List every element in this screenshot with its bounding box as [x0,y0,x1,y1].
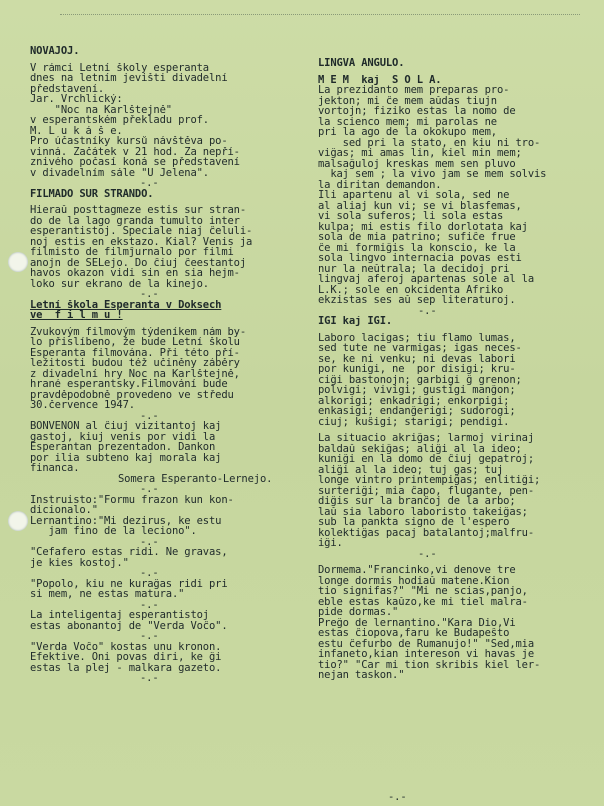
right-column [318,58,596,681]
text-line: Efektive. Oni povas diri, ke ĝi [30,652,222,663]
separator: -.- [140,410,159,421]
text-line: jekton; mi ĉe mem aŭdas tiujn [318,95,497,106]
text-line: Jar. Vrchlický: [30,94,123,105]
top-dotted-line [60,14,580,16]
text-line: kuniĝi en la domo de ĉiuj gepatroj; [318,454,535,465]
letni-body [30,327,314,411]
mem-sola-title: M E M kaj S O L A. [318,74,442,85]
text-line: polvigi; vivigi; gustigi manĝon; [318,385,516,396]
text-line: La prezidanto mem preparas pro- [318,85,510,96]
text-line: hrané esperantsky.Filmování bude [30,379,228,390]
text-line: enkasigi; endanĝerigi; sudorogi; [318,406,516,417]
text-line: estas la plej - malkara gazeto. [30,662,222,673]
separator: -.- [388,792,407,803]
text-line: La inteligentaj esperantistoj [30,610,209,621]
text-line: Esperantan prezentadon. Dankon [30,442,216,453]
text-line: dnes na letním jevišti divadelní [30,73,228,84]
text-line: la diritan demandon. [318,179,442,190]
text-line: ležitosti budou též učiněny záběry [30,358,240,369]
text-line: Hieraŭ posttagmeze estis sur stran- [30,205,247,216]
text-line: znivého počasí koná se představení [30,157,240,168]
text-line: por kunigi, ne por disigi; kru- [318,364,516,375]
instruisto-body [30,495,314,537]
text-line: z divadelní hry Noc na Karlštejně, [30,368,240,379]
text-line: ciuj; kuŝigi; starigi; pendigi. [318,416,510,427]
dormema-body [318,565,596,618]
text-line: ciĝi bastonojn; garbigi ĝ grenon; [318,374,522,385]
text-line: Pro účastníky kursů návštěva po- [30,136,228,147]
text-line: anojn de SELejo. Do ĉiuj ĉeestantoj [30,257,247,268]
text-line: sola lingvo internacia povas esti [318,253,522,264]
letni-title-2: ve f i l m u ! [30,310,123,321]
filmado-title: FILMADO SUR STRANDO. [30,188,154,199]
text-line: ekzistas ses aŭ sep literaturoj. [318,295,516,306]
text-line: Zvukovým filmovým týdeníkem nám by- [30,326,247,337]
text-line: laŭ sia laboro laboristo takeiĝas; [318,506,528,517]
text-line: al aliaj kun vi; se vi blasfemas, [318,200,522,211]
novajoj-title: NOVAĴOJ. [30,46,80,57]
separator: -.- [140,178,159,189]
text-line: sed pri la stato, en kiu ni tro- [318,137,541,148]
text-line: malsaĝuloj kreskas mem sen pluvo [318,158,516,169]
lingva-angulo-title: LINGVA ANGULO. [318,58,405,69]
text-line: pide dormas." [318,607,399,618]
left-column [30,46,314,684]
text-line: iĝi. [318,538,343,549]
filmado-body [30,205,314,289]
text-line: v divadelním sále "U Jelena". [30,167,209,178]
text-line: BONVENON al ĉiuj vizitantoj kaj [30,421,222,432]
igi-body-2 [318,433,596,549]
text-line: noj estis en ekstazo. Kial? Venis ja [30,236,253,247]
separator: -.- [140,673,159,684]
text-line: "Ĉefafero estas ridi. Ne gravas, [30,547,228,558]
text-line: tio signifas?" "Mi ne scias,panjo, [318,586,528,597]
text-line: vi sola suferos; li sola estas [318,211,504,222]
text-line: Laboro lacigas; tiu flamo lumas, [318,332,516,343]
bonvenon-body [30,421,314,484]
signature: Somera Esperanto-Lernejo. [118,473,273,484]
text-line: Lernantino:"Mi dezirus, ke estu [30,515,222,526]
text-line: longe vintro printempiĝas; enlitiĝi; [318,475,541,486]
separator: -.- [140,568,159,579]
separator: -.- [140,631,159,642]
text-line: por ilia subteno kaj morala kaj [30,452,222,463]
text-line: Preĝo de lernantino."Kara Dio,Vi [318,617,516,628]
text-line: L.K.; sole en okcidenta Afriko [318,284,504,295]
letni-title: Letní škola Esperanta v Doksech [30,299,222,310]
punch-hole [8,252,28,272]
text-line: longe dormis hodiaŭ matene.Kion [318,575,510,586]
mem-body [318,85,596,306]
text-line: představení. [30,83,105,94]
text-line: dicionalo." [30,505,98,516]
text-line: Instruisto:"Formu frazon kun kon- [30,494,234,505]
text-line: Ili apartenu al vi sola, sed ne [318,190,510,201]
text-line: infaneto,kian intereson vi havas je [318,649,535,660]
text-line: diĝis sur la branĉoj de la arbo; [318,496,516,507]
text-line: alkorigi; enkadrigi; enkorpigi; [318,395,510,406]
text-line: pri la ago de la okokupo mem, [318,127,497,138]
text-line: sola de mia patrino; sufiĉe frue [318,232,516,243]
text-line: nejan taskon." [318,670,405,681]
separator: -.- [140,536,159,547]
text-line: lingvaj aferoj apartenas sole al la [318,274,535,285]
separator: -.- [140,599,159,610]
text-line: "Noc na Karlštejně" [30,104,172,115]
text-line: havos okazon vidi sin en sia hejm- [30,268,240,279]
text-line: aliĝi al la ideo; tuj gas; tuj [318,464,504,475]
text-line: tio?" "Ĉar mi tion skribis kiel ler- [318,659,541,670]
separator: -.- [140,289,159,300]
text-line: je kies kostoj." [30,557,129,568]
text-line: kulpa; mi estis filo dorlotata kaj [318,221,528,232]
text-line: la scienco mem; mi parolas ne [318,116,497,127]
separator: -.- [140,484,159,495]
text-line: La situacio akriĝas; larmoj virinaj [318,433,535,444]
text-line: estas ĉiopova,faru ke Budapeŝto [318,628,510,639]
text-line: jam fino de la leciono". [30,526,197,537]
text-line: V rámci Letní školy esperanta [30,62,209,73]
text-line: kolektiĝas pacaj batalantoj;malfru- [318,527,535,538]
text-line: v esperantském překladu prof. [30,115,209,126]
text-line: loko sur ekrano de la kinejo. [30,278,209,289]
text-line: estu ĉefurbo de Rumanujo!" "Sed,mia [318,638,535,649]
text-line: gastoj, kiuj venis por vidi la [30,431,216,442]
text-line: baldaŭ sekiĝas; aliĝi al la ideo; [318,443,522,454]
text-line: financa. [30,463,80,474]
text-line: Dormema."Francinko,vi denove tre [318,565,516,576]
text-line: surteriĝi; mia ĉapo, flugante, pen- [318,485,535,496]
text-line: do de la lago granda tumulto inter [30,215,240,226]
text-line: kaj sem ; la vivo jam se mem solvis [318,169,547,180]
text-line: vinná. Začátek v 21 hod. Za nepří- [30,146,240,157]
text-line: si mem, ne estas matura." [30,589,185,600]
text-line: eble estas kaŭzo,ke mi tiel malra- [318,596,528,607]
text-line: sed tute ne varmigas; igas neces- [318,343,522,354]
text-line: lo přislíbeno, že bude Letní školu [30,337,240,348]
text-line: vortojn; fiziko estas la nomo de [318,106,516,117]
punch-hole [8,511,28,531]
text-line: M. L u k á š e. [30,125,123,136]
text-line: esperantistoj. Speciale niaj ĉeluli- [30,226,253,237]
separator: -.- [418,548,437,559]
text-line: se, ke ni venku; ni devas labori [318,353,516,364]
separator: -.- [418,305,437,316]
text-line: 30.července 1947. [30,400,135,411]
igi-title: IGI kaj IĜI. [318,316,393,327]
text-line: sub la pankta signo de l'espero [318,517,510,528]
text-line: ĉe mi formiĝis la konscio, ke la [318,242,516,253]
text-line: filmisto de filmĵurnalo por filmi [30,247,234,258]
text-line: Esperanta filmována. Při této pří- [30,347,240,358]
prego-body [318,618,596,681]
igi-body-1 [318,333,596,428]
text-line: viĝas; mi amas lin, kiel min mem; [318,148,522,159]
text-line: pravděpodobně provedeno ve středu [30,389,234,400]
novajoj-body [30,63,314,179]
text-line: "Popolo, kiu ne kuraĝas ridi pri [30,578,228,589]
text-line: nur la neŭtrala; la decidoj pri [318,263,510,274]
text-line: "Verda Voĉo" kostas unu kronon. [30,641,222,652]
text-line: estas abonantoj de "Verda Voĉo". [30,620,228,631]
